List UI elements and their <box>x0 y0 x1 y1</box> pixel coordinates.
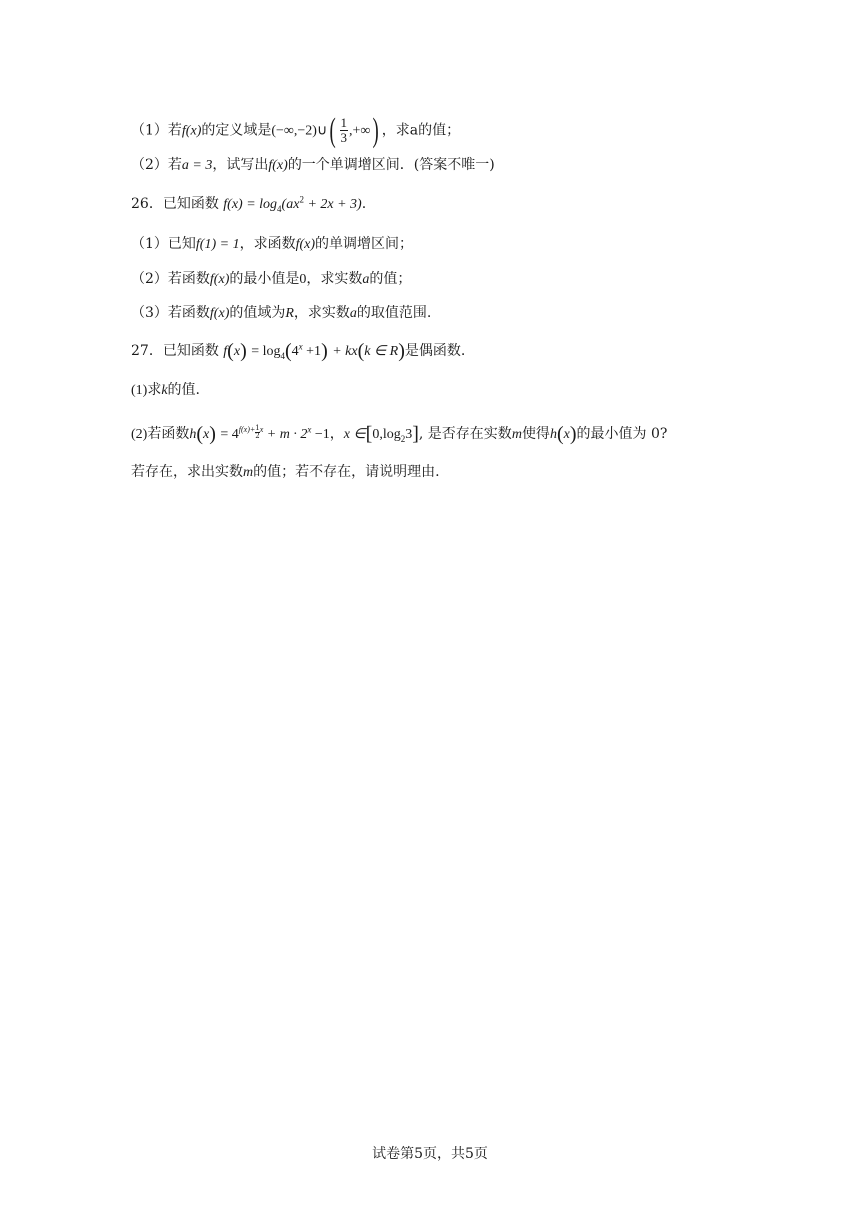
fraction-one-third: $\frac{1}{3}$ <box>340 115 348 145</box>
q26-stem: 26．已知函数 $f(x) = \log_4(ax^2 + 2x + 3)$. <box>131 194 367 214</box>
q27-stem: 27．已知函数 $f(x) = \log_4(4^x +1) + kx(k$ ∈ R)是偶函数. <box>131 340 466 362</box>
q26-part1: （1）已知f(1) = 1，求函数f(x)的单调增区间； <box>131 236 414 252</box>
q26-part3: （3）若函数f(x)的值域为R，求实数a的取值范围. <box>131 305 432 321</box>
q27-part2-line2: 若存在，求出实数m的值；若不存在，请说明理由. <box>131 464 440 480</box>
q27-part2-line1: (2)若函数$h(x) = 4^{f(x)+ \frac{1}{2} x} + m \cdot 2^x -1$，x $\in[0,\log_23]$, 是否存在实数m使得h(x)的最小值为 0? <box>131 423 668 445</box>
q25-part1: （1）若f(x)的定义域是(−∞,−2)∪( $\frac{1}{3}$ ,+∞) ，求a的值； <box>131 111 461 149</box>
q25-part2: （2）若a = 3，试写出f(x)的一个单调增区间．(答案不唯一) <box>131 157 495 173</box>
page-footer: 试卷第5页，共5页 <box>372 1146 488 1162</box>
q26-part2: （2）若函数f(x)的最小值是0，求实数a的值； <box>131 271 412 287</box>
exponent-fraction: $\frac{1}{2}$ <box>255 424 260 441</box>
q27-part1: (1)求k的值. <box>131 382 200 398</box>
exponent: f(x)+ 1 2 x <box>238 424 264 441</box>
